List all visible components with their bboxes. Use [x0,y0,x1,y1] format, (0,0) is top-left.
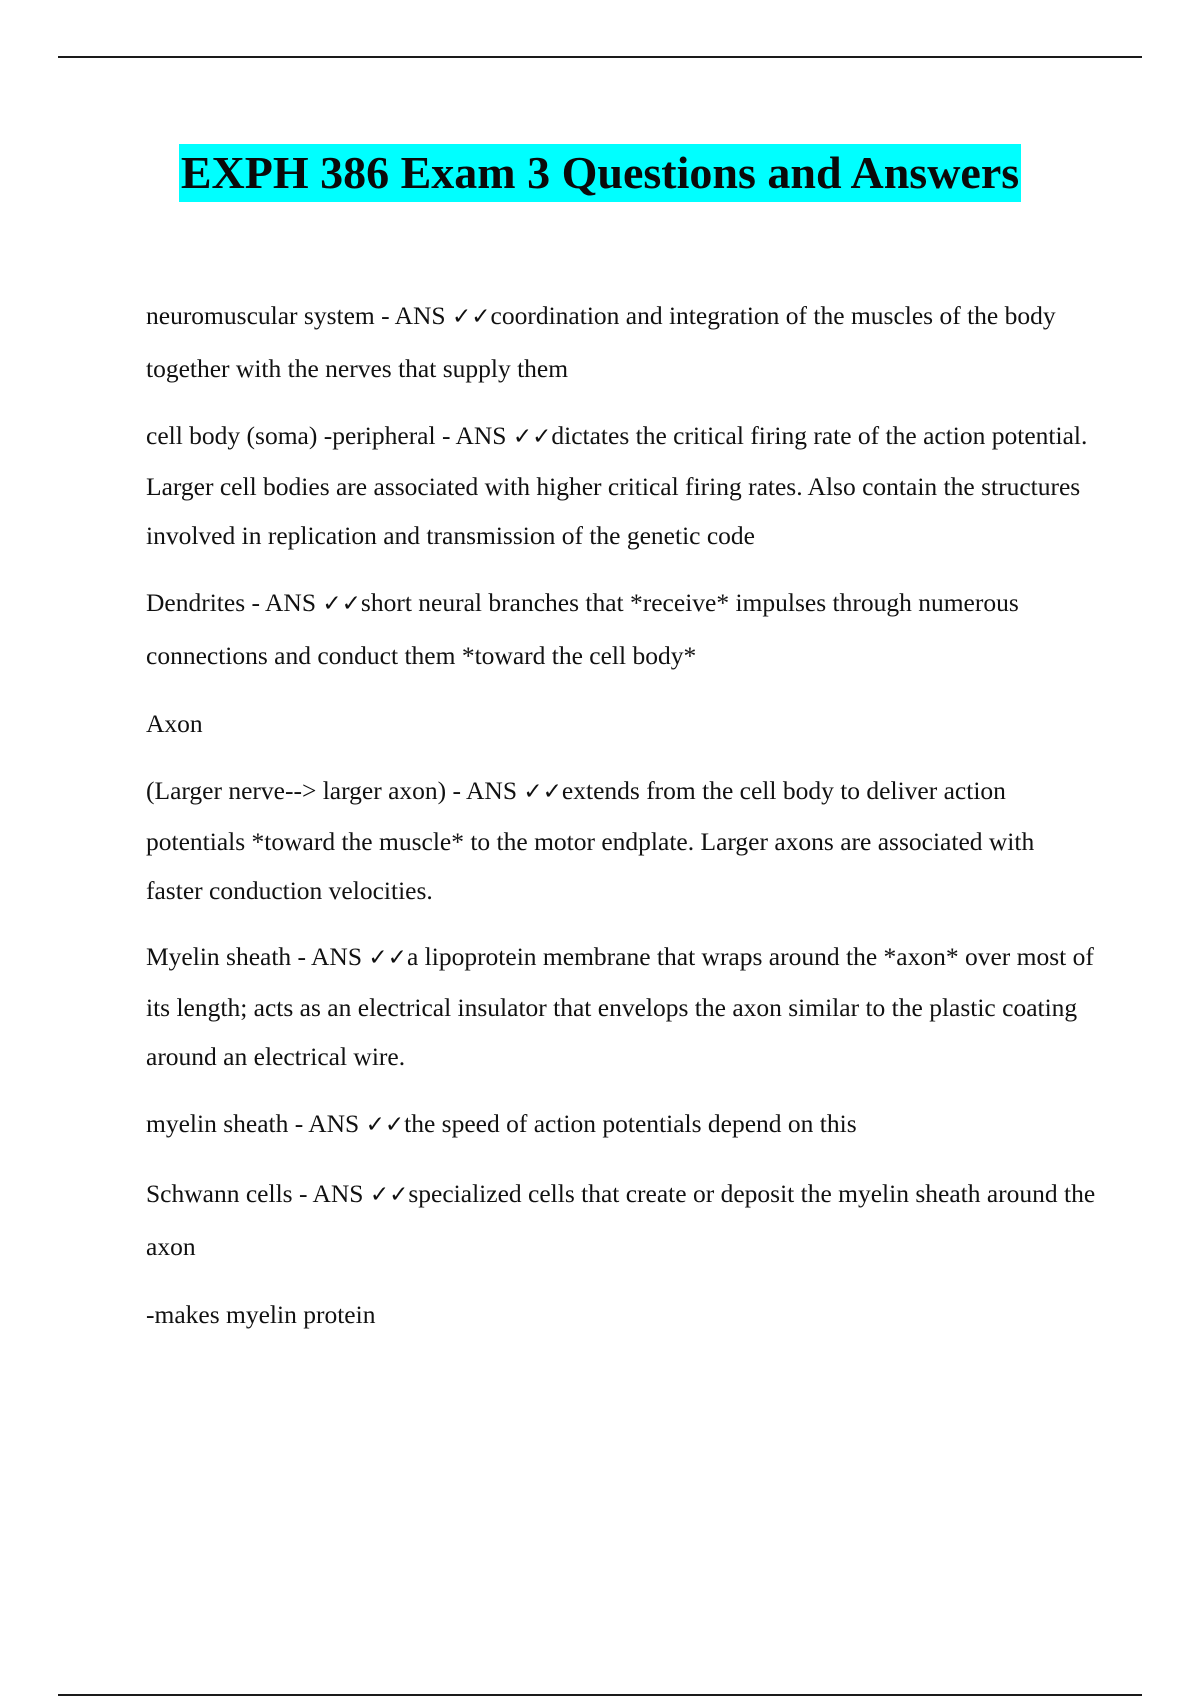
entry-term: Dendrites - [146,588,265,617]
entry-answer: a lipoprotein membrane that wraps around the *axon* over most of its length; acts as an electrical insulator that envelops the axon similar to the plastic coating around an electrical wire. [146,942,1094,1071]
double-check-icon: ✓✓ [368,945,407,971]
entry-answer: coordination and integration of the muscles of the body together with the nerves that supply them [146,301,1056,383]
double-check-icon: ✓✓ [523,779,562,805]
qa-entry [146,1168,1096,1272]
entry-answer: extends from the cell body to deliver action potentials *toward the muscle* to the motor endplate. Larger axons are associated with faster conduction velocities. [146,776,1035,905]
qa-entry [146,932,1096,1081]
qa-entry [146,411,1096,560]
ans-label: ANS [312,1179,364,1208]
entry-term-heading: Axon [146,709,203,738]
entry-term: neuromuscular system - [146,301,395,330]
entry-term: Myelin sheath - [146,942,312,971]
qa-entry-heading [146,698,1096,749]
entry-term: cell body (soma) -peripheral - [146,421,456,450]
title-block [0,144,1200,202]
entry-term: myelin sheath - [146,1109,309,1138]
ans-label: ANS [308,1109,360,1138]
double-check-icon: ✓✓ [322,591,361,617]
header-rule [58,56,1142,58]
footer-rule [58,1694,1142,1696]
entry-term: (Larger nerve--> larger axon) - [146,776,466,805]
double-check-icon: ✓✓ [369,1182,409,1208]
ans-label: ANS [394,301,446,330]
entry-term: Schwann cells - [146,1179,313,1208]
entry-answer: dictates the critical firing rate of the action potential. Larger cell bodies are associated with higher critical firing rates. Also contain the structures involved in replication and transmission of the genetic code [146,421,1088,550]
qa-entry [146,577,1096,681]
double-check-icon: ✓✓ [451,304,491,330]
qa-entry [146,1098,1096,1151]
document-title: EXPH 386 Exam 3 Questions and Answers [179,144,1021,202]
qa-entry [146,766,1096,915]
qa-entry [146,290,1096,394]
double-check-icon: ✓✓ [512,424,552,450]
qa-list [146,290,1096,1357]
entry-answer: short neural branches that *receive* impulses through numerous connections and conduct them *toward the cell body* [146,588,1019,670]
ans-label: ANS [455,421,507,450]
ans-label: ANS [264,588,316,617]
double-check-icon: ✓✓ [365,1112,405,1138]
entry-answer: the speed of action potentials depend on this [404,1109,857,1138]
ans-label: ANS [465,776,517,805]
entry-extra: -makes myelin protein [146,1300,376,1329]
ans-label: ANS [311,942,363,971]
entry-answer: specialized cells that create or deposit the myelin sheath around the axon [146,1179,1096,1261]
qa-entry-note [146,1289,1096,1340]
